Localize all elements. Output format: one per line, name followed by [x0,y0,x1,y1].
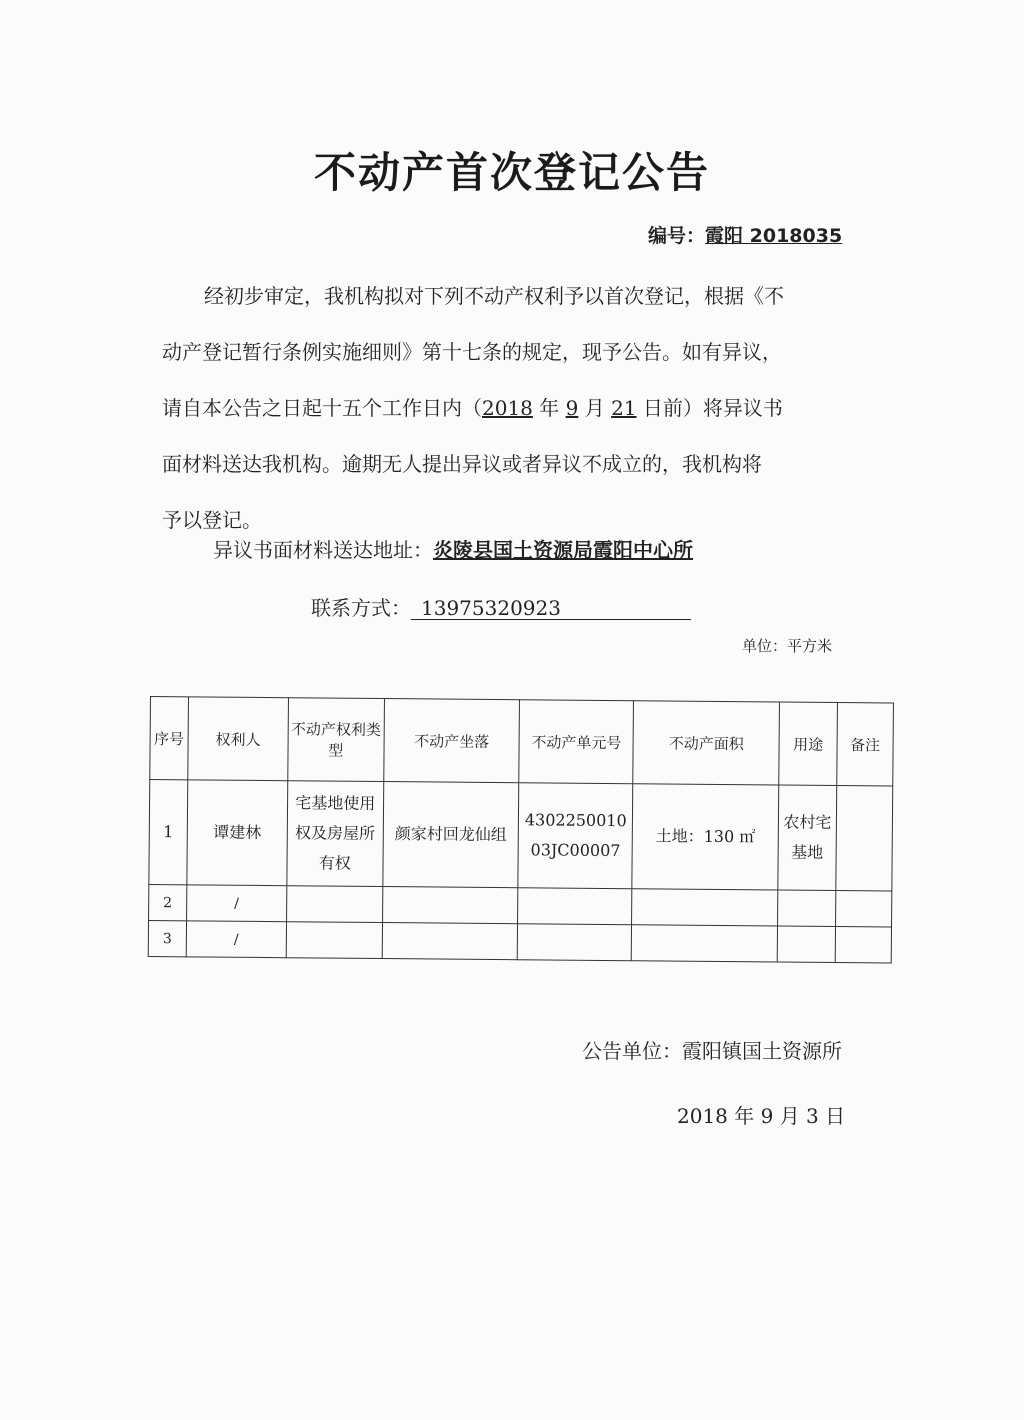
cell-location [382,887,518,924]
cell-type: 宅基地使用权及房屋所有权 [287,781,384,887]
cell-seq: 1 [149,780,188,885]
issuer-label: 公告单位： [582,1039,682,1063]
body-line-3-post: 日前）将异议书 [636,396,783,420]
header-type: 不动产权利类型 [288,698,385,782]
table-row [148,920,891,962]
header-remark: 备注 [837,702,894,785]
deadline-month: 9 [565,396,579,420]
contact-info [311,592,691,621]
body-line-1: 经初步审定，我机构拟对下列不动产权利予以首次登记，根据《不 [204,284,784,308]
page-title: 不动产首次登记公告 [313,148,710,197]
cell-holder: / [186,921,286,958]
cell-type [286,886,382,923]
cell-remark [836,785,893,890]
cell-usage: 农村宅基地 [778,785,837,891]
cell-usage [777,926,835,963]
doc-number-value: 霞阳 2018035 [705,225,843,247]
issuer-name: 霞阳镇国土资源所 [682,1039,842,1063]
address-label: 异议书面材料送达地址： [213,538,433,562]
cell-remark [835,926,891,962]
body-line-5: 予以登记。 [162,508,262,532]
cell-area [632,889,778,926]
notice-body [162,268,862,548]
header-unit-no: 不动产单元号 [519,700,634,784]
header-location: 不动产坐落 [383,699,520,783]
doc-number [648,221,842,248]
unit-note: 单位：平方米 [742,637,833,655]
issuing-unit [582,1035,842,1064]
cell-area: 土地：130 ㎡ [632,784,779,890]
cell-unit-no [518,924,632,961]
body-line-3-pre: 请自本公告之日起十五个工作日内（ [162,396,482,420]
header-usage: 用途 [779,702,838,786]
year-suffix: 年 [532,396,566,420]
cell-holder: 谭建林 [187,780,288,886]
month-suffix: 月 [578,396,612,420]
cell-unit-no [518,888,632,925]
cell-type [286,922,382,959]
deadline-year: 2018 [482,396,533,420]
header-seq: 序号 [150,697,189,780]
body-line-2: 动产登记暂行条例实施细则》第十七条的规定，现予公告。如有异议， [162,340,782,364]
cell-location [382,923,518,960]
contact-label: 联系方式： [311,596,411,620]
issue-date: 2018 年 9 月 3 日 [677,1104,846,1128]
cell-location: 颜家村回龙仙组 [383,782,520,888]
cell-remark [836,890,892,926]
cell-holder: / [186,885,286,922]
header-holder: 权利人 [188,697,289,781]
cell-unit-no: 430225001003JC00007 [518,783,633,889]
registration-table [148,696,894,963]
contact-phone: 13975320923 [411,597,691,620]
table-header-row [150,697,894,786]
table-row [149,780,893,891]
body-line-3 [162,380,862,436]
address-value: 炎陵县国土资源局霞阳中心所 [433,538,693,562]
cell-seq: 2 [149,884,187,920]
cell-usage [778,890,836,927]
doc-number-label: 编号： [648,225,706,247]
objection-address [213,534,693,563]
deadline-day: 21 [611,396,637,420]
cell-area [631,925,777,962]
cell-seq: 3 [148,920,186,956]
header-area: 不动产面积 [633,701,780,785]
body-line-4: 面材料送达我机构。逾期无人提出异议或者异议不成立的，我机构将 [162,452,762,476]
